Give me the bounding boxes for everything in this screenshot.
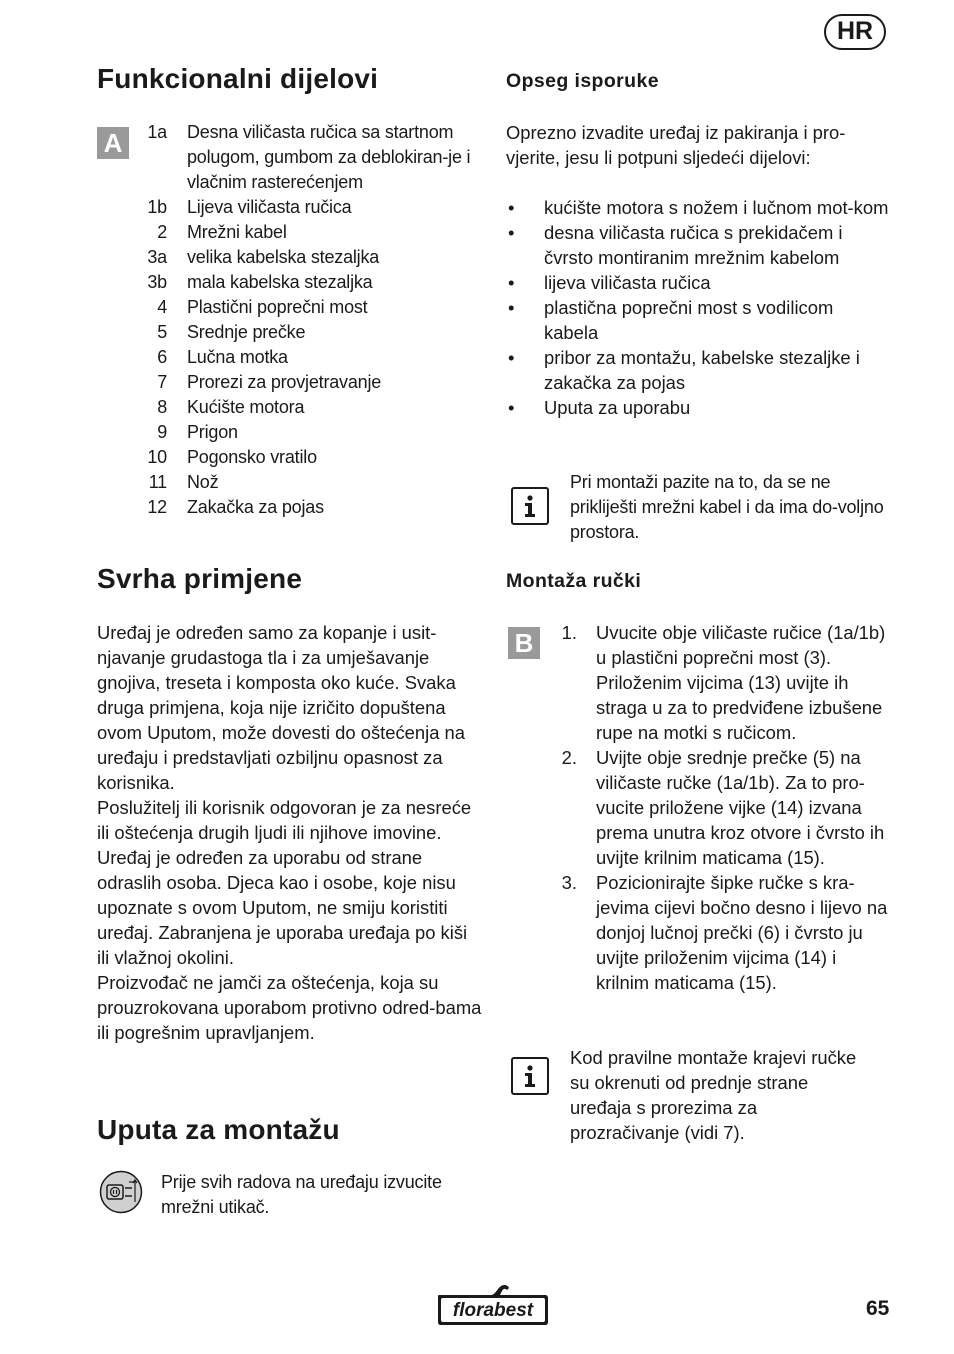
parts-list-item — [97, 345, 487, 370]
parts-item-label: Srednje prečke — [187, 322, 306, 342]
delivery-item-text: plastična poprečni most s vodilicom kabela — [544, 297, 834, 343]
unplug-warning-icon — [99, 1170, 143, 1214]
bullet-icon: • — [508, 397, 515, 418]
parts-item-number: 5 — [157, 322, 167, 342]
parts-list-item — [97, 370, 487, 395]
info-icon — [511, 487, 549, 525]
delivery-list-item — [506, 220, 891, 270]
parts-item-number: 8 — [157, 397, 167, 417]
delivery-item-text: Uputa za uporabu — [544, 397, 691, 418]
figure-label-a: A — [97, 127, 129, 159]
handle-assembly-steps — [506, 620, 891, 995]
delivery-info-note: Pri montaži pazite na to, da se ne prikliješti mrežni kabel i da ima do-voljno prostora. — [570, 472, 884, 542]
parts-item-label: Zakačka za pojas — [187, 497, 324, 517]
parts-item-number: 3b — [147, 272, 167, 292]
parts-item-number: 11 — [148, 472, 167, 492]
delivery-list — [506, 195, 891, 420]
bullet-icon: • — [508, 272, 515, 293]
parts-item-number: 10 — [147, 447, 167, 467]
parts-item-number: 6 — [157, 347, 167, 367]
delivery-title: Opseg isporuke — [506, 70, 659, 92]
parts-list-item — [97, 220, 487, 245]
functional-parts-title: Funkcionalni dijelovi — [97, 63, 379, 94]
parts-item-label: Desna viličasta ručica sa startnom polugom, gumbom za deblokiran-je i vlačnim rasterećenjem — [187, 122, 471, 192]
unplug-warning-text: Prije svih radova na uređaju izvucite mrežni utikač. — [161, 1172, 442, 1217]
intended-use-paragraph: Proizvođač ne jamči za oštećenja, koja su prouzrokovana uporabom protivno odred-bama ili pogrešnim upravljanjem. — [97, 972, 482, 1043]
parts-item-number: 3a — [147, 247, 167, 267]
parts-item-number: 4 — [157, 297, 167, 317]
parts-item-label: Prigon — [187, 422, 238, 442]
parts-item-label: Mrežni kabel — [187, 222, 287, 242]
delivery-item-text: desna viličasta ručica s prekidačem i čvrsto montiranim mrežnim kabelom — [544, 222, 843, 268]
step-number: 3. — [561, 872, 577, 893]
parts-item-number: 9 — [157, 422, 167, 442]
assembly-step — [506, 620, 891, 745]
parts-item-label: velika kabelska stezaljka — [187, 247, 380, 267]
intended-use-paragraph: Uređaj je određen za uporabu od strane odraslih osoba. Djeca kao i osobe, koje nisu upoznate s ovom Uputom, ne smiju koristiti uređaj. Zabranjena je uporaba uređaja po kiši ili vlažnoj okolini. — [97, 847, 468, 968]
parts-item-label: mala kabelska stezaljka — [187, 272, 373, 292]
step-number: 2. — [561, 747, 577, 768]
delivery-list-item — [506, 270, 891, 295]
parts-item-number: 1a — [147, 122, 167, 142]
info-icon — [511, 1057, 549, 1095]
parts-list-item — [97, 295, 487, 320]
delivery-list-item — [506, 195, 891, 220]
intended-use-paragraph: Uređaj je određen samo za kopanje i usit-njavanje grudastoga tla i za umješavanje gnojiva, treseta i komposta oko kuće. Svaka druga primjena, koja nije izričito dopuštena ovom Uputom, može dovesti do oštećenja na uređaju i predstavljati ozbiljnu opasnost za korisnika. — [97, 622, 466, 793]
parts-list-item — [97, 395, 487, 420]
parts-item-number: 2 — [157, 222, 167, 242]
parts-list-item — [97, 470, 487, 495]
parts-item-label: Pogonsko vratilo — [187, 447, 317, 467]
parts-item-label: Prorezi za provjetravanje — [187, 372, 382, 392]
parts-item-label: Kućište motora — [187, 397, 305, 417]
page-number: 65 — [866, 1297, 890, 1320]
intended-use-paragraph: Poslužitelj ili korisnik odgovoran je za nesreće ili oštećenja drugih ljudi ili njihove imovine. — [97, 797, 472, 843]
step-number: 1. — [561, 622, 577, 643]
delivery-list-item — [506, 345, 891, 395]
assembly-step — [506, 745, 891, 870]
figure-label-b: B — [508, 627, 540, 659]
assembly-title: Uputa za montažu — [97, 1114, 340, 1145]
handle-assembly-title: Montaža ručki — [506, 570, 642, 592]
parts-list — [97, 120, 487, 520]
delivery-list-item — [506, 295, 891, 345]
parts-item-number: 12 — [147, 497, 167, 517]
parts-item-label: Lučna motka — [187, 347, 288, 367]
parts-list-item — [97, 445, 487, 470]
delivery-item-text: kućište motora s nožem i lučnom mot-kom — [544, 197, 889, 218]
bullet-icon: • — [508, 222, 515, 243]
brand-logo — [437, 1281, 549, 1327]
assembly-step — [506, 870, 891, 995]
parts-list-item — [97, 195, 487, 220]
delivery-list-item — [506, 395, 891, 420]
parts-list-item — [97, 245, 487, 270]
step-text: Pozicionirajte šipke ručke s kra-jevima cijevi bočno desno i lijevo na donjoj lučnoj prečki (6) i čvrsto ju uvijte priloženim vijcima (14) i krilnim maticama (15). — [596, 872, 888, 993]
step-text: Uvijte obje srednje prečke (5) na viličaste ručke (1a/1b). Za to pro-vucite priložene vijke (14) izvana prema unutra kroz otvore i čvrsto ih uvijte krilnim maticama (15). — [596, 747, 885, 868]
intended-use-title: Svrha primjene — [97, 563, 303, 594]
parts-list-item — [97, 495, 487, 520]
parts-item-label: Lijeva viličasta ručica — [187, 197, 352, 217]
language-badge: HR — [824, 14, 886, 50]
delivery-item-text: lijeva viličasta ručica — [544, 272, 711, 293]
parts-list-item — [97, 420, 487, 445]
parts-item-label: Nož — [187, 472, 219, 492]
bullet-icon: • — [508, 297, 515, 318]
parts-list-item — [97, 120, 487, 195]
brand-name: florabest — [452, 1300, 534, 1321]
delivery-item-text: pribor za montažu, kabelske stezaljke i zakačka za pojas — [544, 347, 860, 393]
parts-item-number: 1b — [147, 197, 167, 217]
step-text: Uvucite obje viličaste ručice (1a/1b) u plastični poprečni most (3). Priloženim vijcima (13) uvijte ih straga u za to predviđene izbušene rupe na motki s ručicom. — [596, 622, 886, 743]
parts-list-item — [97, 320, 487, 345]
parts-item-number: 7 — [157, 372, 167, 392]
bullet-icon: • — [508, 347, 515, 368]
parts-item-label: Plastični poprečni most — [187, 297, 368, 317]
parts-list-item — [97, 270, 487, 295]
delivery-intro: Oprezno izvadite uređaj iz pakiranja i pro-vjerite, jesu li potpuni sljedeći dijelovi: — [506, 122, 846, 168]
bullet-icon: • — [508, 197, 515, 218]
intended-use-text — [97, 620, 482, 1045]
handle-info-note: Kod pravilne montaže krajevi ručke su okrenuti od prednje strane uređaja s prorezima za prozračivanje (vidi 7). — [570, 1047, 857, 1143]
